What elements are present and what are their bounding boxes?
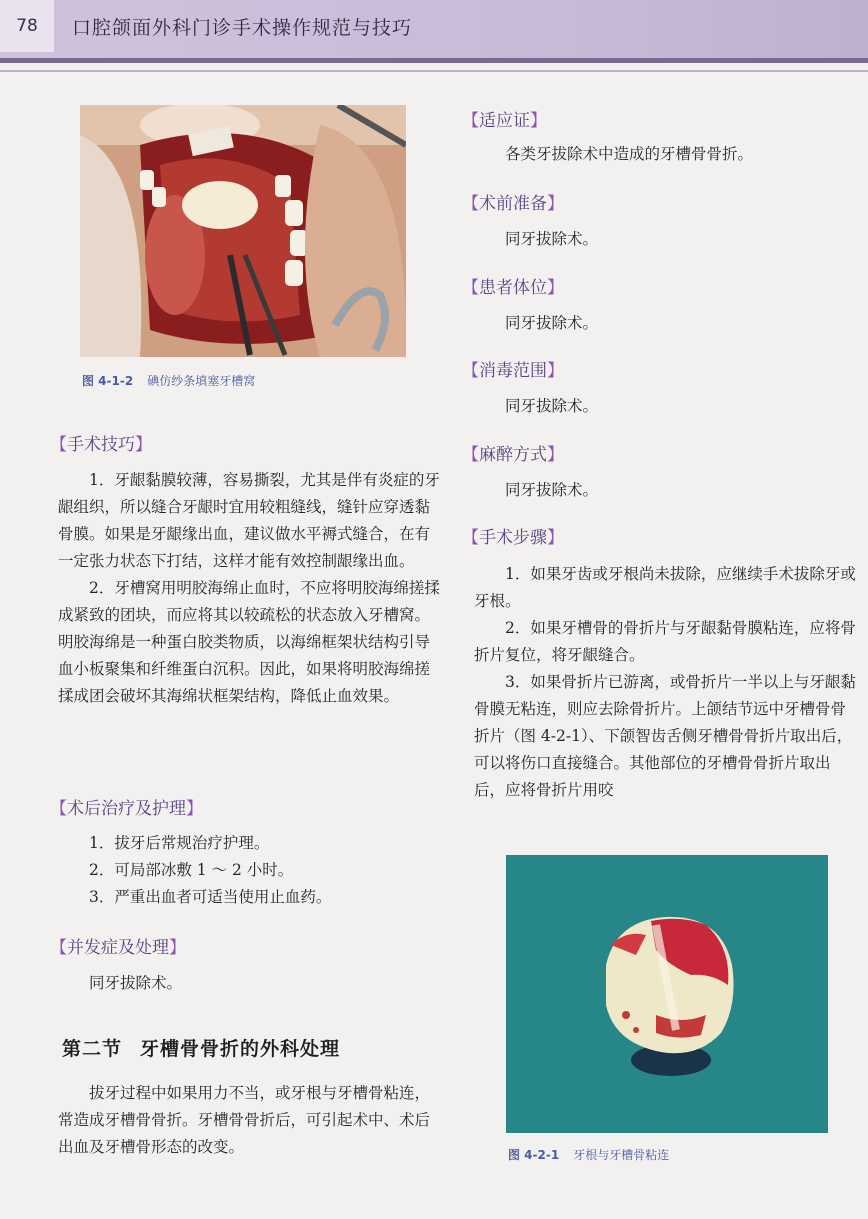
section-heading-indications: 【适应证】: [462, 111, 547, 131]
complications-text: 同牙拔除术。: [89, 974, 183, 992]
book-title: 口腔颌面外科门诊手术操作规范与技巧: [72, 17, 413, 39]
paragraph: 2．如果牙槽骨的骨折片与牙龈黏骨膜粘连，应将骨折片复位，将牙龈缝合。: [474, 619, 856, 664]
section-heading-anesthesia: 【麻醉方式】: [462, 445, 564, 465]
section-heading-postop: 【术后治疗及护理】: [50, 799, 203, 819]
figure-oral-photo: [80, 105, 406, 357]
list-item: 2．可局部冰敷 1 ～ 2 小时。: [89, 861, 294, 879]
figure-caption: [508, 1146, 669, 1163]
chapter-name: 牙槽骨骨折的外科处理: [140, 1038, 341, 1060]
techniques-text: [58, 467, 440, 710]
header-divider-thin: [0, 70, 868, 72]
figure-caption-text: 牙根与牙槽骨粘连: [573, 1148, 670, 1162]
list-item: 3．严重出血者可适当使用止血药。: [89, 888, 332, 906]
section-heading-steps: 【手术步骤】: [462, 528, 564, 548]
paragraph: 1．如果牙齿或牙根尚未拔除，应继续手术拔除牙或牙根。: [474, 565, 856, 610]
anesthesia-text: 同牙拔除术。: [505, 481, 599, 499]
section-heading-preop: 【术前准备】: [462, 194, 564, 214]
figure-caption: [82, 372, 255, 389]
section-heading-disinfection: 【消毒范围】: [462, 361, 564, 381]
figure-label: 图 4-1-2: [82, 374, 134, 388]
indications-text: 各类牙拔除术中造成的牙槽骨骨折。: [505, 145, 754, 163]
tooth-illustration: [506, 855, 828, 1133]
position-text: 同牙拔除术。: [505, 314, 599, 332]
page-number: 78: [0, 0, 54, 52]
paragraph: 2．牙槽窝用明胶海绵止血时，不应将明胶海绵搓揉成紧致的团块，而应将其以较疏松的状态放入牙槽窝。明胶海绵是一种蛋白胶类物质，以海绵框架状结构引导血小板聚集和纤维蛋白沉积。因此，如果将明胶海绵搓揉成团会破坏其海绵状框架结构，降低止血效果。: [58, 579, 440, 705]
figure-label: 图 4-2-1: [508, 1148, 560, 1162]
paragraph: 3．如果骨折片已游离，或骨折片一半以上与牙龈黏骨膜无粘连，则应去除骨折片。上颌结节远中牙槽骨骨折片（图 4-2-1）、下颌智齿舌侧牙槽骨骨折片取出后，可以将伤口直接缝合。其他部位的牙槽骨骨折片取出后，应将骨折片用咬: [474, 673, 856, 799]
preop-text: 同牙拔除术。: [505, 230, 599, 248]
section-heading-techniques: 【手术技巧】: [50, 435, 152, 455]
oral-cavity-illustration: [80, 105, 406, 357]
paragraph: 1．牙龈黏膜较薄，容易撕裂，尤其是伴有炎症的牙龈组织，所以缝合牙龈时宜用较粗缝线，缝针应穿透黏骨膜。如果是牙龈缘出血，建议做水平褥式缝合，在有一定张力状态下打结，这样才能有效控制龈缘出血。: [58, 471, 440, 570]
disinfection-text: 同牙拔除术。: [505, 397, 599, 415]
chapter-title: [62, 1034, 340, 1061]
page-header: [0, 0, 868, 58]
list-item: 1．拔牙后常规治疗护理。: [89, 834, 270, 852]
section-heading-position: 【患者体位】: [462, 278, 564, 298]
chapter-intro: 拔牙过程中如果用力不当，或牙根与牙槽骨粘连，常造成牙槽骨骨折。牙槽骨骨折后，可引起术中、术后出血及牙槽骨形态的改变。: [58, 1084, 431, 1156]
section-heading-complications: 【并发症及处理】: [50, 938, 186, 958]
postop-list: [58, 830, 440, 911]
figure-tooth-photo: [506, 855, 828, 1133]
steps-text: [474, 561, 856, 804]
header-divider: [0, 58, 868, 63]
chapter-number: 第二节: [62, 1038, 123, 1060]
figure-caption-text: 碘仿纱条填塞牙槽窝: [147, 374, 256, 388]
